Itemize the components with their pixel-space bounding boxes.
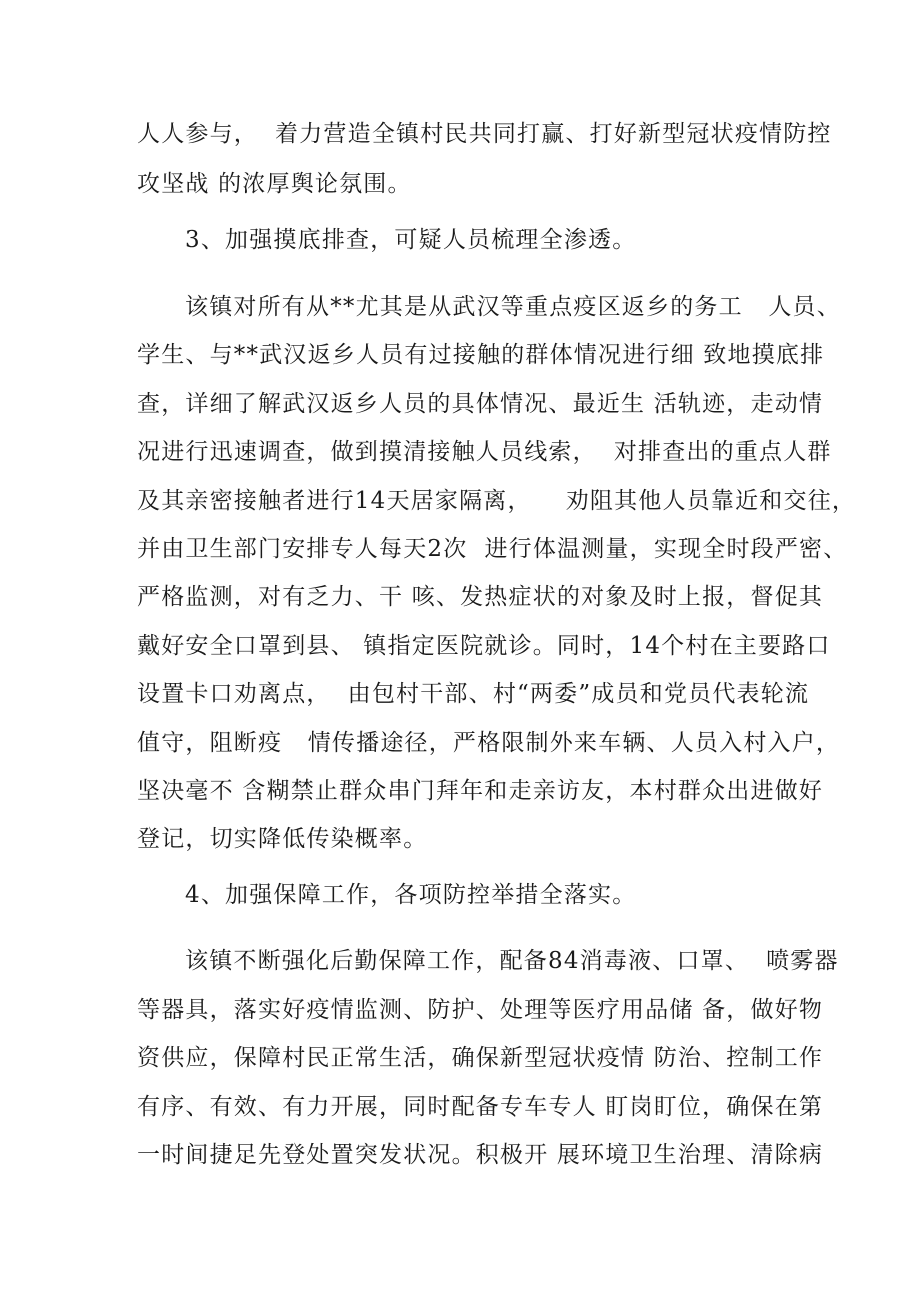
paragraph-line: 学生、与**武汉返乡人员有过接触的群体情况进行细 致地摸底排	[137, 342, 825, 368]
paragraph-line: 戴好安全口罩到县、 镇指定医院就诊。同时，14个村在主要路口	[137, 633, 831, 659]
paragraph-line: 该镇不断强化后勤保障工作，配备84消毒液、口罩、 喷雾器	[185, 948, 839, 974]
paragraph-line: 并由卫生部门安排专人每天2次 进行体温测量，实现全时段严密、	[137, 536, 848, 562]
paragraph-line: 一时间捷足先登处置突发状况。积极开 展环境卫生治理、清除病	[137, 1142, 824, 1168]
paragraph-line: 有序、有效、有力开展，同时配备专车专人 盯岗盯位，确保在第	[137, 1094, 824, 1120]
paragraph-line: 等器具，落实好疫情监测、防护、处理等医疗用品储 备，做好物	[137, 997, 824, 1023]
paragraph-line: 设置卡口劝离点， 由包村干部、村“两委”成员和党员代表轮流	[137, 681, 810, 707]
paragraph-line: 资供应，保障村民正常生活，确保新型冠状疫情 防治、控制工作	[137, 1045, 824, 1071]
paragraph-line: 攻坚战 的浓厚舆论氛围。	[137, 171, 412, 197]
paragraph-line: 坚决毫不 含糊禁止群众串门拜年和走亲访友，本村群众出进做好	[137, 778, 824, 804]
section-heading-3: 3、加强摸底排查，可疑人员梳理全渗透。	[185, 227, 637, 253]
paragraph-line: 查，详细了解武汉返乡人员的具体情况、最近生 活轨迹，走动情	[137, 391, 824, 417]
paragraph-line: 况进行迅速调查，做到摸清接触人员线索， 对排查出的重点人群	[137, 439, 832, 465]
paragraph-line: 严格监测，对有乏力、干 咳、发热症状的对象及时上报，督促其	[137, 584, 824, 610]
paragraph-line: 及其亲密接触者进行14天居家隔离， 劝阻其他人员靠近和交往，	[137, 488, 857, 514]
paragraph-line: 该镇对所有从**尤其是从武汉等重点疫区返乡的务工 人员、	[185, 294, 841, 320]
paragraph-line: 登记，切实降低传染概率。	[137, 826, 428, 852]
paragraph-line: 人人参与， 着力营造全镇村民共同打赢、打好新型冠状疫情防控	[137, 121, 832, 147]
section-heading-4: 4、加强保障工作，各项防控举措全落实。	[185, 882, 637, 908]
paragraph-line: 值守，阻断疫 情传播途径，严格限制外来车辆、人员入村入户，	[137, 730, 841, 756]
